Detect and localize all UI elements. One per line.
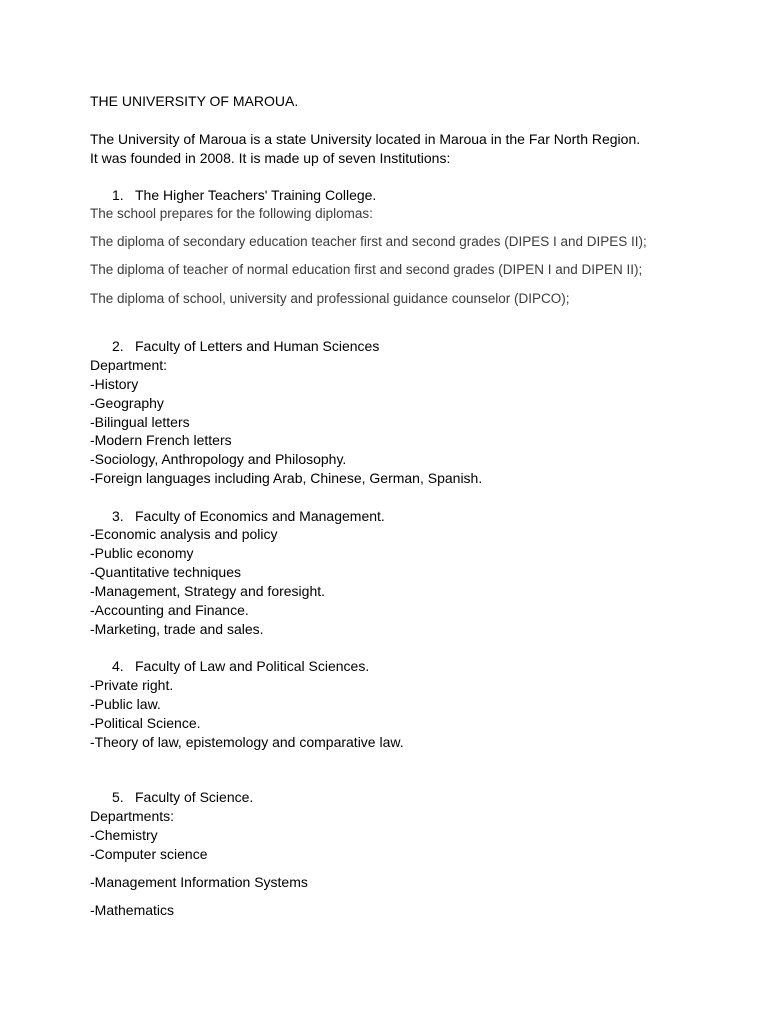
section-line: -Accounting and Finance. [90, 602, 249, 618]
section-line: -Chemistry [90, 827, 158, 843]
section-line: -Bilingual letters [90, 414, 190, 430]
section-title: Faculty of Letters and Human Sciences [135, 338, 380, 354]
intro-line: The University of Maroua is a state University located in Maroua in the Far North Region. [90, 131, 641, 147]
section-heading-3 [112, 507, 385, 525]
section-line: -Management Information Systems [90, 874, 308, 890]
section-line: -Computer science [90, 846, 208, 862]
section-line: -Sociology, Anthropology and Philosophy. [90, 451, 347, 467]
section-line: -Modern French letters [90, 432, 232, 448]
section-line: -Private right. [90, 677, 174, 693]
section-line: -Foreign languages including Arab, Chinese, German, Spanish. [90, 470, 483, 486]
section-line: -Mathematics [90, 902, 175, 918]
section-line: -History [90, 376, 139, 392]
section-line: The diploma of secondary education teacher first and second grades (DIPES I and DIPES II); [90, 234, 647, 249]
list-number: 4. [112, 658, 124, 674]
section-line: -Public law. [90, 696, 161, 712]
section-line: Department: [90, 357, 168, 373]
section-title: Faculty of Science. [135, 789, 254, 805]
section-heading-5 [112, 788, 253, 806]
list-number: 5. [112, 789, 124, 805]
list-number: 2. [112, 338, 124, 354]
section-line: The diploma of teacher of normal education first and second grades (DIPEN I and DIPEN II); [90, 262, 643, 277]
section-line: -Marketing, trade and sales. [90, 621, 264, 637]
section-title: Faculty of Law and Political Sciences. [135, 658, 370, 674]
document-title: THE UNIVERSITY OF MAROUA. [90, 93, 299, 109]
section-line: -Economic analysis and policy [90, 526, 278, 542]
section-line: -Quantitative techniques [90, 564, 241, 580]
list-number: 3. [112, 508, 124, 524]
section-line: -Political Science. [90, 715, 201, 731]
section-heading-4 [112, 657, 369, 675]
section-line: -Management, Strategy and foresight. [90, 583, 326, 599]
section-line: The school prepares for the following diplomas: [90, 206, 373, 221]
section-line: -Public economy [90, 545, 194, 561]
section-heading-1 [112, 186, 376, 204]
list-number: 1. [112, 187, 124, 203]
section-line: The diploma of school, university and professional guidance counselor (DIPCO); [90, 291, 570, 306]
section-heading-2 [112, 337, 379, 355]
section-line: -Theory of law, epistemology and comparative law. [90, 734, 404, 750]
section-title: Faculty of Economics and Management. [135, 508, 385, 524]
section-line: -Geography [90, 395, 164, 411]
section-line: Departments: [90, 808, 175, 824]
section-title: The Higher Teachers' Training College. [135, 187, 377, 203]
intro-line: It was founded in 2008. It is made up of seven Institutions: [90, 150, 451, 166]
